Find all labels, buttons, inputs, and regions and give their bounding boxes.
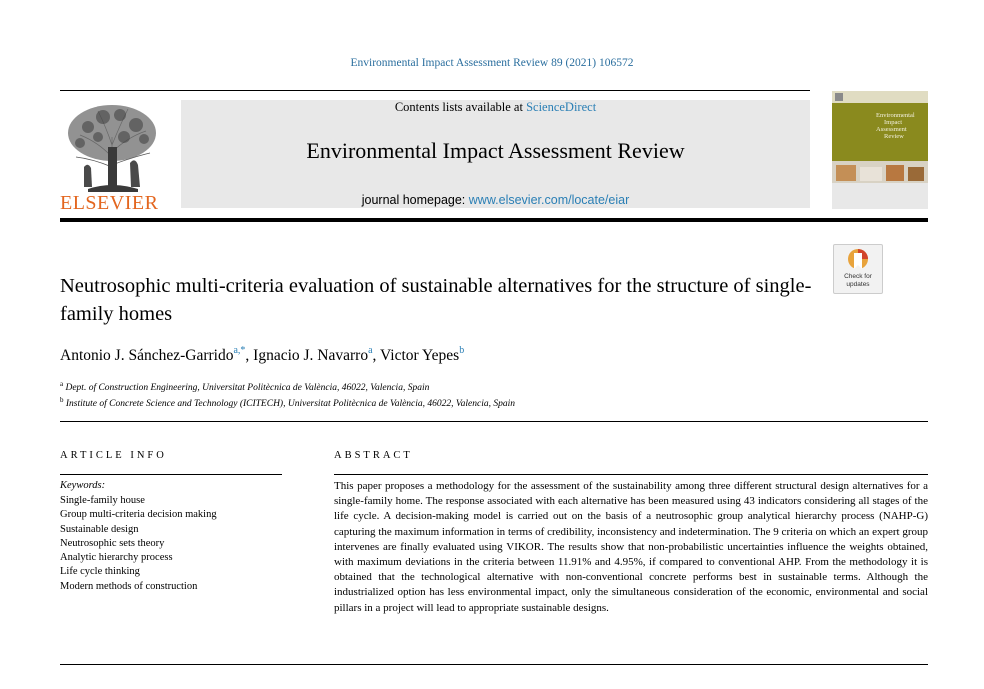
author-list: Antonio J. Sánchez-Garrido$^{a,*}$, Ignacio J. Navarro$^a$, Victor Yepes$^b$ [60, 345, 465, 364]
sciencedirect-link[interactable]: ScienceDirect [526, 100, 597, 114]
keyword-item: Group multi-criteria decision making [60, 509, 217, 521]
contents-line [181, 100, 810, 115]
author-name[interactable]: Victor Yepes [380, 347, 460, 364]
keyword-item: Life cycle thinking [60, 566, 140, 578]
check-for-updates-badge[interactable] [833, 244, 883, 294]
bookmark-icon [847, 248, 869, 272]
journal-cover-thumbnail[interactable] [832, 91, 928, 209]
abstract-rule [334, 474, 928, 475]
article-title: Neutrosophic multi-criteria evaluation of sustainable alternatives for the structure of single-family homes [60, 275, 812, 325]
affiliation-marker: b [60, 396, 64, 404]
cover-title-line-2: Impact [884, 119, 903, 126]
cover-title-line-1: Environmental [876, 112, 915, 119]
author-affiliation-marker[interactable]: a [368, 345, 373, 356]
elsevier-wordmark: ELSEVIER [60, 192, 159, 214]
affiliation-text: Dept. of Construction Engineering, Universitat Politècnica de València, 46022, Valencia, Spain [65, 383, 430, 394]
homepage-line [181, 193, 810, 207]
check-line-2: updates [846, 280, 870, 288]
contents-prefix: Contents lists available at [394, 100, 527, 114]
article-info-heading: ARTICLE INFO [60, 450, 167, 461]
affiliation-text: Institute of Concrete Science and Technology (ICITECH), Universitat Politècnica de València, 46022, Valencia, Spain [65, 399, 516, 410]
abstract-body: This paper proposes a methodology for the assessment of the sustainability among three different structural design alternatives for a single-family home. The response associated with each alternative has been measured using 43 indicators considering all stages of the life cycle. A decision-making model is carried out on the basis of a neutrosophic group analytical hierarchy process (NAHP-G) capturing the maximum information in terms of credibility, inconsistency and indetermination. The 9 criteria on which an expert group intervenes are finally evaluated using VIKOR. The results show that non-probabilistic uncertainties influence the weights obtained, with maximum deviations in the criteria between 11.91% and 4.95%, if compared to conventional AHP. From the methodology it is obtained that the technological alternative with non-conventional concrete performs best in sustainable terms. Although the industrialized option has less environmental impact, only the simultaneous consideration of the economic, environmental and social pillars in a project will lead to appropriate sustainable designs. [334, 480, 928, 614]
homepage-link[interactable]: www.elsevier.com/locate/eiar [468, 193, 630, 207]
keywords-list [60, 494, 217, 594]
affiliation-marker: a [60, 380, 64, 388]
affiliation [60, 380, 429, 393]
homepage-prefix: journal homepage: [361, 193, 469, 207]
check-line-1: Check for [844, 273, 872, 280]
keywords-label: Keywords: [60, 480, 106, 491]
keyword-item: Analytic hierarchy process [60, 552, 173, 564]
cover-title-line-4: Review [884, 133, 904, 140]
journal-title: Environmental Impact Assessment Review [306, 138, 685, 163]
cover-title-line-3: Assessment [876, 126, 907, 133]
author-affiliation-marker[interactable]: a,* [233, 345, 246, 356]
keyword-item: Single-family house [60, 495, 145, 506]
journal-citation[interactable]: Environmental Impact Assessment Review 89 (2021) 106572 [350, 57, 634, 69]
affiliation [60, 396, 515, 409]
abstract-heading: ABSTRACT [334, 450, 413, 461]
author-name[interactable]: Ignacio J. Navarro [253, 347, 369, 364]
bottom-rule [60, 664, 928, 665]
keyword-item: Sustainable design [60, 523, 139, 535]
keyword-item: Neutrosophic sets theory [60, 537, 165, 549]
article-info-rule [60, 474, 282, 475]
header-top-rule [60, 90, 810, 91]
keyword-item: Modern methods of construction [60, 580, 198, 592]
author-name[interactable]: Antonio J. Sánchez-Garrido [60, 347, 234, 364]
header-thick-rule [60, 218, 928, 222]
author-affiliation-marker[interactable]: b [459, 345, 465, 356]
section-divider [60, 421, 928, 422]
check-for-updates-label [834, 273, 882, 288]
